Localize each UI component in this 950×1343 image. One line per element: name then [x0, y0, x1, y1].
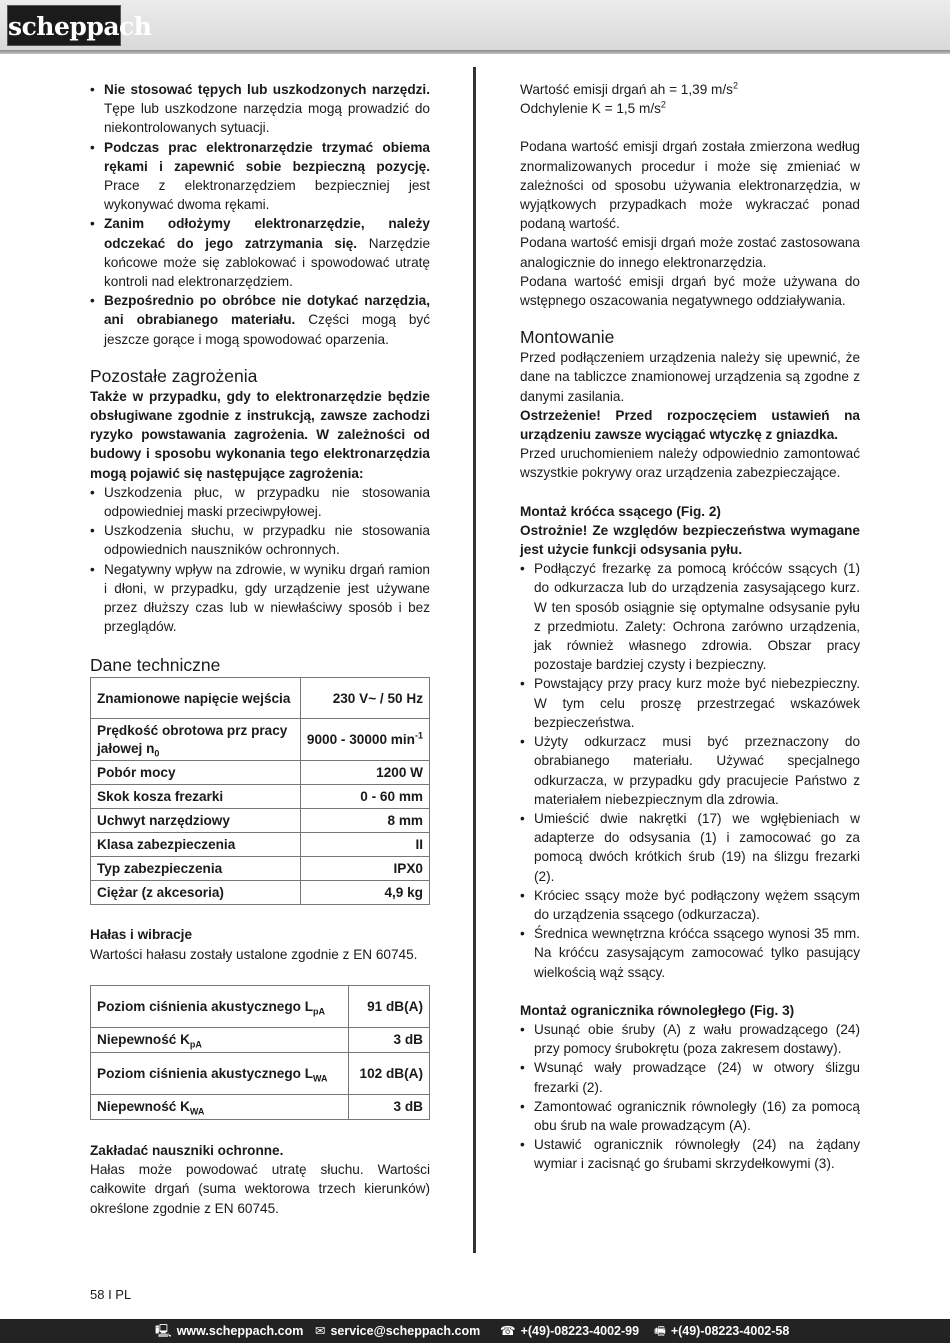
spec-label: Pobór mocy [91, 761, 301, 785]
table-row [91, 881, 430, 905]
column-divider [473, 67, 476, 1253]
spec-value: II [300, 833, 429, 857]
list-item: • Wsunąć wały prowadzące (24) w otwory ślizgu frezarki (2). [520, 1058, 860, 1096]
envelope-icon: ✉ [315, 1324, 326, 1338]
list-item: • Zanim odłożymy elektronarzędzie, należy odczekać do jego zatrzymania się. Narzędzie końcowe może się zablokować i spowodować utratę kontroli nad elektronarzędziem. [90, 214, 430, 291]
footer-bar [0, 1319, 950, 1343]
spec-label: Uchwyt narzędziowy [91, 809, 301, 833]
spec-value: 8 mm [300, 809, 429, 833]
table-row [91, 1094, 430, 1119]
page-number: 58 I PL [90, 1287, 132, 1302]
suction-heading: Montaż króćca ssącego (Fig. 2) [520, 503, 721, 519]
vibration-value: Wartość emisji drgań ah = 1,39 $m/s^2$ [520, 80, 738, 97]
paragraph: Podana wartość emisji drgań może zostać zastosowana analogicznie do innego elektronarzędzia. [520, 235, 860, 270]
spec-label: Klasa zabezpieczenia [91, 833, 301, 857]
noise-label: Poziom ciśnienia akustycznego $L_{WA}$ [91, 1052, 349, 1094]
telephone-icon: ☎ [500, 1324, 516, 1338]
table-row [91, 719, 430, 761]
risks-intro: Także w przypadku, gdy to elektronarzędzie będzie obsługiwane zgodnie z instrukcją, zawsze zachodzi ryzyko powstawania zagrożenia. W zależności od budowy i sposobu wykonania tego elektronarzędzia mogą pojawić się następujące zagrożenia: [90, 388, 430, 481]
list-item: • Zamontować ogranicznik równoległy (16) za pomocą obu śrub na wale prowadzącym (A). [520, 1097, 860, 1135]
spec-value: IPX0 [300, 857, 429, 881]
safety-list [90, 80, 430, 349]
noise-label: Poziom ciśnienia akustycznego $L_{pA}$ [91, 985, 349, 1027]
section-title-technical-data: Dane techniczne [90, 655, 221, 676]
noise-value: 3 dB [349, 1094, 430, 1119]
spec-label: Znamionowe napięcie wejścia [91, 678, 301, 719]
list-item: • Użyty odkurzacz musi być przeznaczony do obrabianego materiału. Używać specjalnego odkurzacza, w przypadku gdy pracujecie Państwo z materiałem niebezpiecznym dla zdrowia. [520, 732, 860, 809]
computer-icon: 🖳 [155, 1324, 172, 1338]
list-item: • Ustawić ogranicznik równoległy (24) na żądany wymiar i zacisnąć go śrubami skrzydełkowymi (3). [520, 1135, 860, 1173]
paragraph: Podana wartość emisji drgań została zmierzona według znormalizowanych procedur i może się zmieniać w zależności od sposobu używania elektronarzędzia, w wyjątkowych przypadkach może wykraczać ponad podaną wartość. [520, 139, 860, 232]
technical-data-table [90, 677, 430, 905]
list-item: • Umieścić dwie nakrętki (17) we wgłębieniach w adapterze do odsysania (1) i zamocować go za pomocą dwóch krótkich śrub (19) na ślizgu frezarki (2). [520, 809, 860, 886]
table-row [91, 985, 430, 1027]
table-row [91, 809, 430, 833]
header-rule [0, 50, 950, 54]
table-row [91, 1052, 430, 1094]
list-item: • Bezpośrednio po obróbce nie dotykać narzędzia, ani obrabianego materiału. Części mogą być jeszcze gorące i mogą spowodować oparzenia. [90, 291, 430, 349]
paragraph: Podana wartość emisji drgań być może używana do wstępnego oszacowania negatywnego oddziaływania. [520, 273, 860, 309]
list-item: • Króciec ssący może być podłączony wężem ssącym do urządzenia ssącego (odkurzacza). [520, 886, 860, 924]
table-row [91, 678, 430, 719]
noise-value: 3 dB [349, 1027, 430, 1052]
table-row [91, 1027, 430, 1052]
list-item: • Uszkodzenia słuchu, w przypadku nie stosowania odpowiednich nauszników ochronnych. [90, 521, 430, 559]
list-item: • Nie stosować tępych lub uszkodzonych narzędzi. Tępe lub uszkodzone narzędzia mogą prowadzić do niekontrolowanych sytuacji. [90, 80, 430, 138]
ear-protection-text: Hałas może powodować utratę słuchu. Wartości całkowite drgań (suma wektorowa trzech kierunków) określone zgodnie z EN 60745. [90, 1162, 430, 1216]
list-item: • Negatywny wpływ na zdrowie, w wyniku drgań ramion i dłoni, w przypadku, gdy urządzenie jest używane przez dłuższy czas lub w niewłaściwy sposób i bez przeglądów. [90, 560, 430, 637]
footer-email[interactable]: ✉ service@scheppach.com [315, 1319, 480, 1343]
spec-value: 0 - 60 mm [300, 785, 429, 809]
list-item: • Usunąć obie śruby (A) z wału prowadzącego (24) przy pomocy śrubokrętu (poza zakresem dostawy). [520, 1020, 860, 1058]
right-column [520, 80, 860, 1174]
left-column [90, 80, 430, 1218]
risks-list [90, 483, 430, 637]
list-item: • Podczas prac elektronarzędzie trzymać obiema rękami i zapewnić sobie bezpieczną pozycję. Prace z elektronarzędziem bezpieczniej jest wykonywać dwoma rękami. [90, 138, 430, 215]
table-row [91, 833, 430, 857]
list-item: • Średnica wewnętrzna króćca ssącego wynosi 35 mm. Na króćcu zasysającym zamocować tylko pasujący wielkością wąż ssący. [520, 924, 860, 982]
table-row [91, 761, 430, 785]
paragraph: Przed podłączeniem urządzenia należy się upewnić, że dane na tabliczce znamionowej urządzenia są zgodne z danymi zasilania. [520, 350, 860, 404]
noise-label: Niepewność $K_{WA}$ [91, 1094, 349, 1119]
spec-value: 4,9 kg [300, 881, 429, 905]
guide-heading: Montaż ogranicznika równoległego (Fig. 3) [520, 1002, 795, 1018]
vibration-deviation: Odchylenie K = 1,5 $m/s^2$ [520, 99, 666, 117]
paragraph: Przed uruchomieniem należy odpowiednio zamontować wszystkie pokrywy oraz urządzenia zabezpieczające. [520, 446, 860, 481]
footer-fax: 🖷 +(49)-08223-4002-58 [654, 1319, 789, 1343]
table-row [91, 785, 430, 809]
list-item: • Powstający przy pracy kurz może być niebezpieczny. W tym celu proszę przestrzegać wskazówek bezpieczeństwa. [520, 674, 860, 732]
noise-value: 91 dB(A) [349, 985, 430, 1027]
brand-logo: scheppach [7, 5, 121, 46]
spec-label: Typ zabezpieczenia [91, 857, 301, 881]
suction-warning: Ostrożnie! Ze względów bezpieczeństwa wymagane jest użycie funkcji odsysania pyłu. [520, 522, 860, 558]
fax-icon: 🖷 [654, 1324, 666, 1338]
suction-list [520, 559, 860, 981]
table-row [91, 857, 430, 881]
warning-text: Ostrzeżenie! Przed rozpoczęciem ustawień na urządzeniu zawsze wyciągać wtyczkę z gniazdka. [520, 407, 860, 443]
noise-table [90, 985, 430, 1120]
spec-value: 230 V~ / 50 Hz [300, 678, 429, 719]
list-item: • Uszkodzenia płuc, w przypadku nie stosowania odpowiedniej maski przeciwpyłowej. [90, 483, 430, 521]
list-item: • Podłączyć frezarkę za pomocą króćców ssących (1) do odkurzacza lub do urządzenia zasysającego kurz. W ten sposób osiągnie się optymalne odsysanie pyłu z przedmiotu. Zalety: Ochrona zarówno urządzenia, jak również własnego zdrowia. Obszar pracy pozostaje bardziej czysty i bezpieczny. [520, 559, 860, 674]
spec-label: Prędkość obrotowa prz pracy jałowej $n_0$ [91, 719, 301, 761]
section-title-mounting: Montowanie [520, 327, 615, 348]
spec-value: 1200 W [300, 761, 429, 785]
ear-protection-heading: Zakładać nauszniki ochronne. [90, 1142, 284, 1158]
footer-phone: ☎ +(49)-08223-4002-99 [500, 1319, 639, 1343]
spec-label: Skok kosza frezarki [91, 785, 301, 809]
noise-text: Wartości hałasu zostały ustalone zgodnie z EN 60745. [90, 946, 418, 962]
noise-label: Niepewność $K_{pA}$ [91, 1027, 349, 1052]
guide-list [520, 1020, 860, 1174]
spec-label: Ciężar (z akcesoria) [91, 881, 301, 905]
noise-value: 102 dB(A) [349, 1052, 430, 1094]
section-title-residual-risks: Pozostałe zagrożenia [90, 365, 258, 386]
footer-web[interactable]: 🖳 www.scheppach.com [155, 1319, 303, 1343]
spec-value: 9000 - 30000 $\min^{-1}$ [300, 719, 429, 761]
noise-heading: Hałas i wibracje [90, 927, 193, 943]
